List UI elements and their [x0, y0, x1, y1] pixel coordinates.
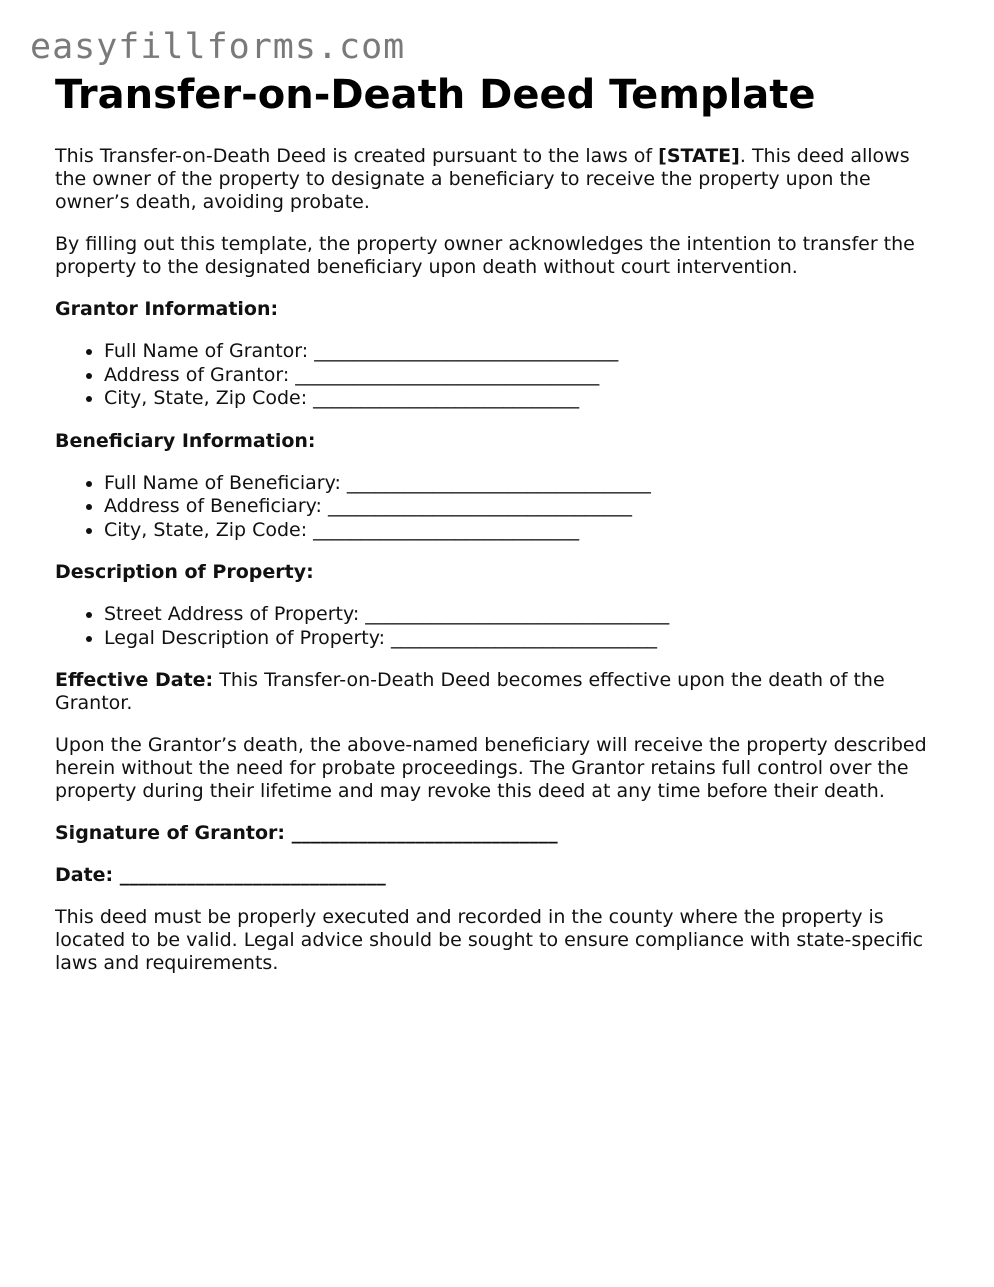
- watermark: easyfillforms.com: [30, 27, 406, 67]
- beneficiary-field-list: [55, 472, 945, 543]
- signature-label: Signature of Grantor:: [55, 822, 292, 844]
- acknowledgment-paragraph: By filling out this template, the property owner acknowledges the intention to transfer the property to the designated beneficiary upon death without court intervention.: [55, 233, 915, 278]
- grantor-field-list: [55, 340, 945, 411]
- fill-in-blank[interactable]: ________________________________: [314, 340, 619, 362]
- document-body: [55, 72, 945, 994]
- field-label: Full Name of Grantor:: [104, 340, 315, 362]
- intro-text-start: This Transfer-on-Death Deed is created pursuant to the laws of: [55, 145, 659, 167]
- field-label: Legal Description of Property:: [104, 626, 392, 649]
- state-placeholder: [STATE]: [658, 145, 740, 167]
- date-blank[interactable]: ____________________________: [119, 864, 386, 886]
- effective-date-label: Effective Date:: [55, 669, 214, 691]
- property-legal-description-field: [104, 627, 945, 651]
- intro-paragraph: [55, 145, 945, 214]
- fill-in-blank[interactable]: ____________________________: [391, 626, 658, 649]
- effective-date-paragraph: [55, 669, 945, 715]
- grantor-city-state-zip-field: [104, 387, 945, 411]
- page-title: Transfer-on-Death Deed Template: [55, 72, 816, 118]
- beneficiary-address-field: [104, 495, 945, 519]
- grantor-name-field: [104, 340, 945, 364]
- date-label: Date:: [55, 864, 120, 886]
- grantor-address-field: [104, 364, 945, 388]
- field-label: Full Name of Beneficiary:: [104, 471, 347, 494]
- beneficiary-city-state-zip-field: [104, 519, 945, 543]
- field-label: Street Address of Property:: [104, 603, 366, 625]
- grantor-heading: Grantor Information:: [55, 298, 279, 320]
- property-field-list: [55, 603, 945, 650]
- intro-text-end: . This deed allows the owner of the property to designate a beneficiary to receive the property upon the owner’s death, avoiding probate.: [55, 145, 910, 213]
- field-label: Address of Beneficiary:: [104, 495, 328, 517]
- beneficiary-name-field: [104, 472, 945, 496]
- upon-death-paragraph: Upon the Grantor’s death, the above-named beneficiary will receive the property described herein without the need for probate proceedings. The Grantor retains full control over the property during their lifetime and may revoke this deed at any time before their death.: [55, 734, 927, 802]
- date-line: [55, 864, 945, 887]
- field-label: Address of Grantor:: [104, 363, 296, 386]
- property-heading: Description of Property:: [55, 561, 314, 583]
- fill-in-blank[interactable]: ____________________________: [313, 387, 580, 409]
- beneficiary-heading: Beneficiary Information:: [55, 429, 316, 452]
- fill-in-blank[interactable]: ________________________________: [295, 363, 600, 386]
- signature-blank[interactable]: ____________________________: [291, 822, 558, 844]
- property-street-address-field: [104, 603, 945, 627]
- fill-in-blank[interactable]: ____________________________: [313, 518, 580, 541]
- closing-paragraph: This deed must be properly executed and recorded in the county where the property is located to be valid. Legal advice should be sought to ensure compliance with state-specific laws and requirements.: [55, 906, 924, 974]
- field-label: City, State, Zip Code:: [104, 387, 314, 409]
- fill-in-blank[interactable]: ________________________________: [365, 603, 670, 625]
- fill-in-blank[interactable]: ________________________________: [327, 495, 632, 517]
- signature-line: [55, 822, 945, 845]
- fill-in-blank[interactable]: ________________________________: [346, 471, 651, 494]
- effective-date-text: This Transfer-on-Death Deed becomes effective upon the death of the Grantor.: [55, 669, 885, 714]
- field-label: City, State, Zip Code:: [104, 518, 314, 541]
